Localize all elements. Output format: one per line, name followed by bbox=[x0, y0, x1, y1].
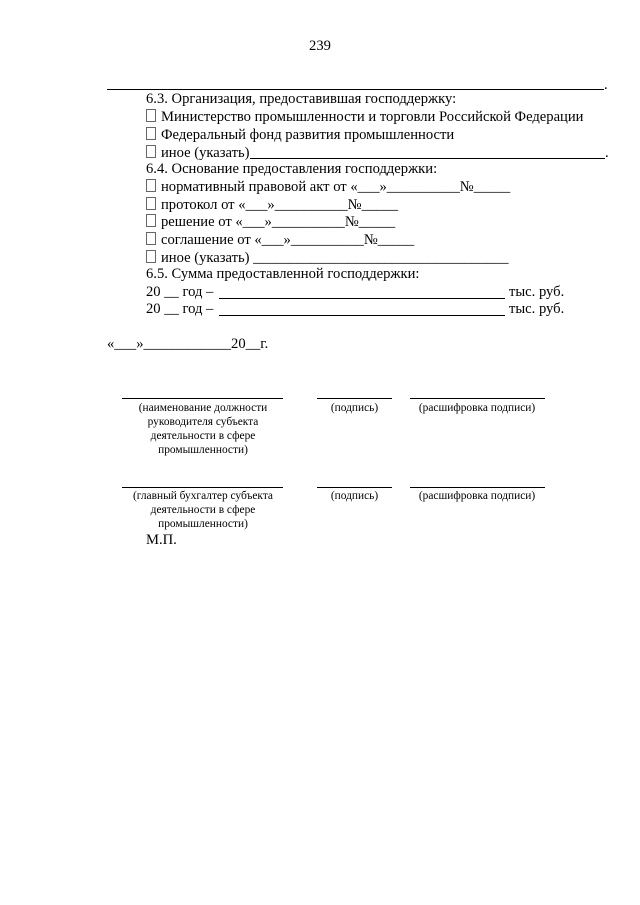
checkbox-icon[interactable] bbox=[146, 232, 156, 245]
position-caption-1: (наименование должности руководителя субъекта деятельности в сфере промышленности) bbox=[138, 402, 268, 456]
amount-row-2-prefix: 20 __ год – bbox=[146, 301, 214, 317]
option-other-organization[interactable]: иное (указать) bbox=[146, 145, 249, 162]
stamp-placeholder: М.П. bbox=[146, 532, 177, 548]
option-decision[interactable]: решение от «___»__________№_____ bbox=[146, 214, 395, 231]
section-6-4-heading: 6.4. Основание предоставления господдержки: bbox=[146, 161, 438, 177]
checkbox-icon[interactable] bbox=[146, 127, 156, 140]
signature-line-2[interactable] bbox=[317, 487, 392, 488]
checkbox-icon[interactable] bbox=[146, 145, 156, 158]
option-fund[interactable]: Федеральный фонд развития промышленности bbox=[146, 127, 454, 144]
option-normative-act[interactable]: нормативный правовой акт от «___»__________№_____ bbox=[146, 179, 510, 196]
amount-row-1-unit: тыс. руб. bbox=[509, 284, 565, 300]
checkbox-icon[interactable] bbox=[146, 197, 156, 210]
decoding-line-1[interactable] bbox=[410, 398, 545, 399]
decoding-caption-2: (расшифровка подписи) bbox=[418, 490, 536, 502]
checkbox-icon[interactable] bbox=[146, 109, 156, 122]
position-line-1[interactable] bbox=[122, 398, 283, 399]
option-agreement[interactable]: соглашение от «___»__________№_____ bbox=[146, 232, 414, 249]
section-6-3-heading: 6.3. Организация, предоставившая господдержку: bbox=[146, 91, 457, 107]
checkbox-icon[interactable] bbox=[146, 214, 156, 227]
amount-row-1-prefix: 20 __ год – bbox=[146, 284, 214, 300]
decoding-line-2[interactable] bbox=[410, 487, 545, 488]
signature-line-1[interactable] bbox=[317, 398, 392, 399]
other-organization-end: . bbox=[605, 145, 609, 161]
signature-caption-2: (подпись) bbox=[330, 490, 379, 502]
date-line[interactable]: «___»____________20__г. bbox=[107, 336, 269, 352]
amount-row-2-field[interactable] bbox=[219, 315, 505, 316]
amount-row-1-field[interactable] bbox=[219, 298, 505, 299]
top-rule bbox=[107, 89, 604, 90]
checkbox-icon[interactable] bbox=[146, 179, 156, 192]
other-organization-field[interactable] bbox=[250, 158, 605, 159]
position-line-2[interactable] bbox=[122, 487, 283, 488]
position-caption-2: (главный бухгалтер субъекта деятельности в сфере промышленности) bbox=[132, 490, 273, 530]
option-minpromtorg[interactable]: Министерство промышленности и торговли Российской Федерации bbox=[146, 109, 583, 126]
top-rule-end: . bbox=[604, 77, 608, 93]
option-other-basis[interactable]: иное (указать) ___________________________________ bbox=[146, 250, 509, 267]
signature-caption-1: (подпись) bbox=[330, 402, 379, 414]
checkbox-icon[interactable] bbox=[146, 250, 156, 263]
option-protocol[interactable]: протокол от «___»__________№_____ bbox=[146, 197, 398, 214]
amount-row-2-unit: тыс. руб. bbox=[509, 301, 565, 317]
page-number: 239 bbox=[309, 38, 331, 54]
decoding-caption-1: (расшифровка подписи) bbox=[418, 402, 536, 414]
section-6-5-heading: 6.5. Сумма предоставленной господдержки: bbox=[146, 266, 420, 282]
